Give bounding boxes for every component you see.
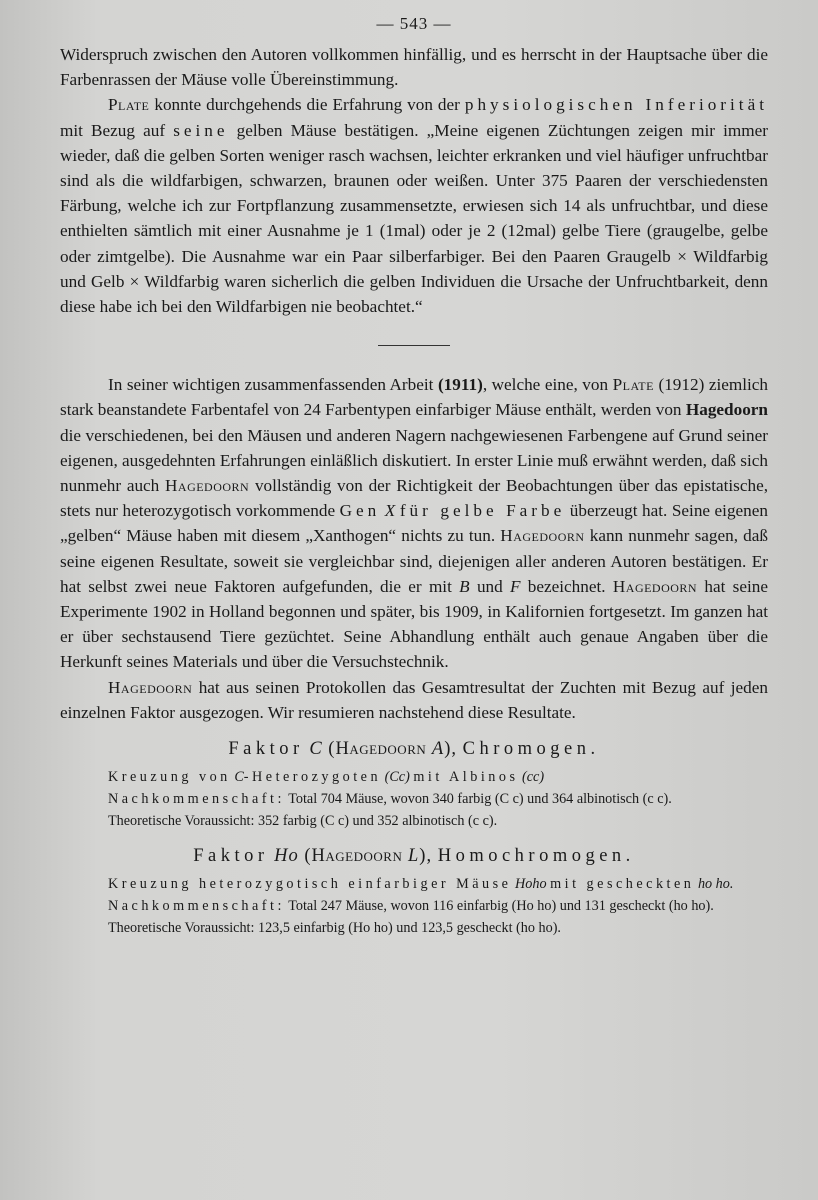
p3-spaced-gen: Gen xyxy=(339,501,381,521)
factor-c-crossing-c: C xyxy=(234,769,244,786)
factor-c-theory xyxy=(60,810,768,832)
factor-ho-name: Homochromogen. xyxy=(437,846,635,867)
factor-c-paren-end: ), xyxy=(444,739,463,760)
paragraph-1-text: Widerspruch zwischen den Autoren vollkommen hinfällig, und es herrscht in der Hauptsache über die Farbenrassen der Mäuse volle Übereinstimmung. xyxy=(60,45,768,90)
page-number: — 543 — xyxy=(376,14,452,33)
p3-author-hagedoorn-2: Hagedoorn xyxy=(164,476,250,496)
factor-ho-paren-end: ), xyxy=(419,846,438,867)
factor-c-offspring-label: Nachkommenschaft: xyxy=(108,791,285,808)
p3-spaced-fuer: für gelbe Farbe xyxy=(399,501,566,521)
factor-c-crossing-cc2: (cc) xyxy=(522,769,545,786)
p2-spaced-2: seine xyxy=(173,120,229,140)
factor-c-crossing xyxy=(60,766,768,788)
factor-ho-offspring-text: Total 247 Mäuse, wovon 116 einfarbig (Ho ho) und 131 gescheckt (ho ho). xyxy=(284,898,714,915)
p2-text-a: konnte durchgehends die Erfahrung von der xyxy=(149,95,465,115)
factor-ho-crossing-b: mit gescheckten xyxy=(550,876,695,893)
p3-x: X xyxy=(380,501,400,521)
factor-ho-offspring-label: Nachkommenschaft: xyxy=(108,898,285,915)
factor-ho-label: Faktor xyxy=(193,846,269,867)
factor-c-author: Hagedoorn xyxy=(335,739,427,760)
p3-text-h: und xyxy=(469,576,511,596)
factor-c-crossing-b: -Heterozygoten xyxy=(243,769,382,786)
factor-ho-crossing-hoho1: Hoho xyxy=(515,876,547,893)
p3-factor-f: F xyxy=(510,576,521,596)
paragraph-2 xyxy=(60,92,768,319)
p2-text-b: mit Bezug auf xyxy=(60,120,174,140)
factor-c-alt: A xyxy=(431,739,445,760)
p3-author-plate: Plate xyxy=(612,375,654,395)
factor-ho-author: Hagedoorn xyxy=(311,846,403,867)
p3-author-hagedoorn-4: Hagedoorn xyxy=(612,576,698,596)
factor-c-theory-text: Theoretische Voraussicht: 352 farbig (C c) und 352 albinotisch (c c). xyxy=(108,813,498,830)
factor-c-crossing-d: mit Albinos xyxy=(413,769,519,786)
section-divider xyxy=(378,345,450,346)
factor-ho-paren: ( xyxy=(298,846,312,867)
factor-ho-crossing-hoho2: ho ho. xyxy=(697,876,734,893)
p3-year: (1911) xyxy=(437,375,483,395)
p3-author-hagedoorn-3: Hagedoorn xyxy=(500,526,585,546)
p3-text-d: die verschiedenen, bei den Mäusen und anderen Nagern nachgewiesenen Farbengene auf Grund seiner eigenen, ausgedehnten Erfahrungen einläßlich diskutiert. In erster Linie muß erwähnt werden, daß sich nunmehr auch xyxy=(60,425,768,496)
factor-ho-crossing xyxy=(60,873,768,895)
author-plate: Plate xyxy=(108,95,150,115)
p3-text-a: In seiner wichtigen zusammenfassenden Arbeit xyxy=(108,375,438,395)
p2-spaced-1: physiologischen Inferiorität xyxy=(464,95,768,115)
factor-ho-offspring xyxy=(60,895,768,917)
paragraph-3 xyxy=(60,372,768,674)
factor-ho-crossing-a: Kreuzung heterozygotisch einfarbiger Mäuse xyxy=(108,876,512,893)
p3-text-b: , welche eine, von xyxy=(482,375,613,395)
p3-author-hagedoorn-bold: Hagedoorn xyxy=(685,400,768,420)
p3-text-i: bezeichnet. xyxy=(520,576,613,596)
factor-ho-theory xyxy=(60,917,768,939)
p3-text-g: kann nunmehr sagen, daß seine eigenen Resultate, soweit sie vergleichbar sind, diejenigen aller anderen Autoren bestätigen. Er hat selbst zwei neue Faktoren aufgefunden, die er mit xyxy=(60,526,768,596)
paragraph-1 xyxy=(60,42,768,92)
p2-text-c: gelben Mäuse bestätigen. „Meine eigenen Züchtungen zeigen mir immer wieder, daß die gelben Sorten weniger rasch wachsen, leichter erkranken und viel häufiger unfruchtbar sind als die wildfarbigen, schwarzen, braunen oder weißen. Unter 375 Paaren der verschiedensten Färbung, welche ich zur Fortpflanzung zusammensetzte, erwiesen sich 14 als unfruchtbar, und diese enthielten sämtlich mit einer Ausnahme je 1 (1mal) oder je 2 (12mal) gelbe Tiere (graugelbe, gelbe oder zimtgelbe). Die Ausnahme war ein Paar silberfarbiger. Bei den Paaren Graugelb × Wildfarbig und Gelb × Wildfarbig waren sicherlich die gelben Individuen die Ursache der Unfruchtbarkeit, denn diese habe ich bei den Wildfarbigen nie beobachtet.“ xyxy=(60,120,768,317)
factor-c-paren: ( xyxy=(322,739,336,760)
paragraph-4 xyxy=(60,675,768,725)
factor-ho-alt: L xyxy=(407,846,420,867)
factor-c-label: Faktor xyxy=(228,739,304,760)
factor-c-offspring-text: Total 704 Mäuse, wovon 340 farbig (C c) und 364 albinotisch (c c). xyxy=(284,791,672,808)
heading-factor-ho xyxy=(60,846,768,867)
heading-factor-c xyxy=(60,739,768,760)
factor-ho-symbol: Ho xyxy=(274,846,299,867)
p4-text: hat aus seinen Protokollen das Gesamtresultat der Zuchten mit Bezug auf jeden einzelnen Faktor ausgezogen. Wir resumieren nachstehend diese Resultate. xyxy=(60,677,768,722)
factor-c-symbol: C xyxy=(309,739,323,760)
p3-factor-b: B xyxy=(459,576,470,596)
factor-c-crossing-cc1: (Cc) xyxy=(384,769,410,786)
p4-author-hagedoorn: Hagedoorn xyxy=(108,677,193,697)
factor-ho-theory-text: Theoretische Voraussicht: 123,5 einfarbig (Ho ho) und 123,5 gescheckt (ho ho). xyxy=(108,920,561,937)
factor-c-crossing-a: Kreuzung von xyxy=(108,769,231,786)
p3-text-c: (1912) ziemlich stark beanstandete Farbentafel von 24 Farbentypen einfarbiger Mäuse enthält, werden von xyxy=(60,375,768,420)
factor-c-offspring xyxy=(60,788,768,810)
factor-c-name: Chromogen. xyxy=(462,739,600,760)
p3-text-j: hat seine Experimente 1902 in Holland begonnen und später, bis 1909, in Kalifornien fortgesetzt. Im ganzen hat er über sechstausend Tiere gezüchtet. Seine Abhandlung enthält auch genaue Angaben über die Herkunft seines Materials und über die Versuchstechnik. xyxy=(60,576,768,672)
p3-text-e: vollständig von der Richtigkeit der Beobachtungen über das epistatische, stets nur heterozygotisch vorkommende xyxy=(60,476,768,521)
p3-text-f: überzeugt hat. Seine eigenen „gelben“ Mäuse haben mit diesem „Xanthogen“ nichts zu tun. xyxy=(60,501,768,546)
